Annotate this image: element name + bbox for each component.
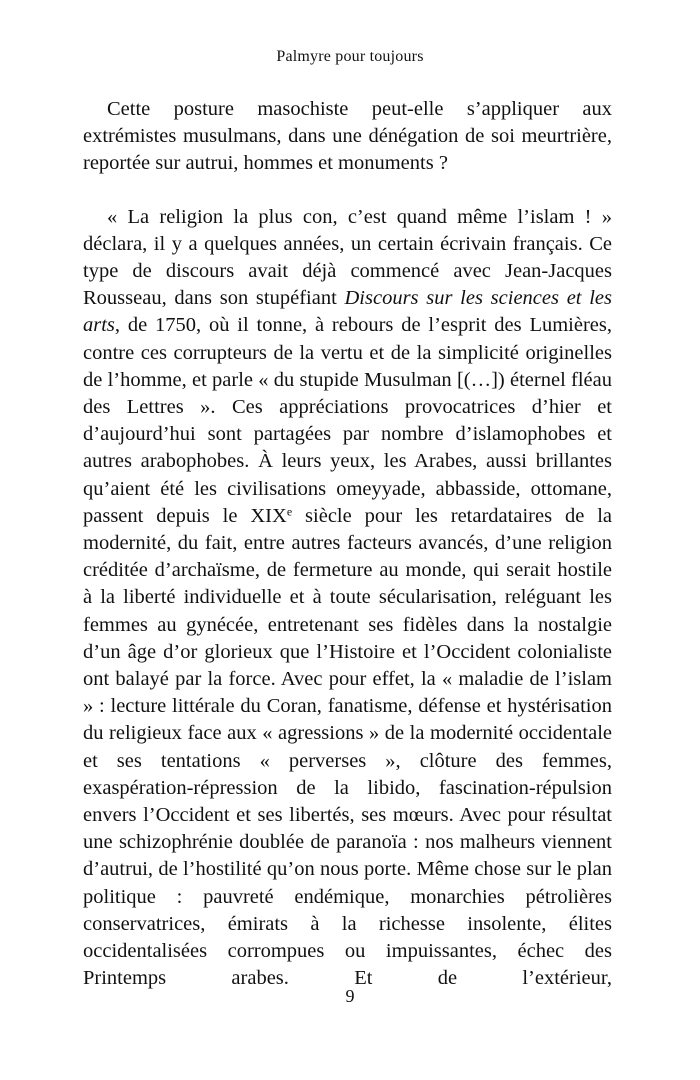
book-title: Discours sur les sciences et les arts: [83, 287, 612, 337]
paragraph-2-part-1: « La religion la plus con, c’est quand même l’islam ! » déclara, il y a quelques années, un certain écrivain français. Ce type de discours avait déjà commencé avec Jean-Jacques Rousseau, dans son stupéfiant: [83, 205, 612, 310]
page-number: 9: [345, 986, 355, 1006]
paragraph-2-part-2: , de 1750, où il tonne, à rebours de l’esprit des Lumières, contre ces corrupteurs de la vertu et de la simplicité originelles de l’homme, et parle « du stupide Musulman [(…]) éternel fléau des Lettres ». Ces appréciations provocatrices d’hier et d’aujourd’hui sont partagées par nombre d’islamophobes et autres arabophobes. À leurs yeux, les Arabes, aussi brillantes qu’aient été les civilisations omeyyade, abbasside, ottomane, passent depuis le XIX: [83, 314, 612, 527]
paragraph-2: [83, 204, 612, 993]
paragraph-2-part-3: siècle pour les retardataires de la modernité, du fait, entre autres facteurs avancés, d’une religion créditée d’archaïsme, de fermeture au monde, qui serait hostile à la liberté individuelle et à toute sécularisation, reléguant les femmes au gynécée, entretenant ses fidèles dans la nostalgie d’un âge d’or glorieux que l’Histoire et l’Occident colonialiste ont balayé par la force. Avec pour effet, la « maladie de l’islam » : lecture littérale du Coran, fanatisme, défense et hystérisation du religieux face aux « agressions » de la modernité occidentale et ses tentations « perverses », clôture des femmes, exaspération-répression de la libido, fascination-répulsion envers l’Occident et ses libertés, ses mœurs. Avec pour résultat une schizophrénie doublée de paranoïa : nos malheurs viennent d’autrui, de l’hostilité qu’on nous porte. Même chose sur le plan politique : pauvreté endémique, monarchies pétrolières conservatrices, émirats à la richesse insolente, élites occidentalisées corrompues ou impuissantes, échec des Printemps arabes. Et de l’extérieur,: [83, 504, 612, 990]
running-head: Palmyre pour toujours: [276, 48, 424, 65]
century-superscript: e: [286, 504, 293, 519]
paragraph-1: Cette posture masochiste peut-elle s’appliquer aux extrémistes musulmans, dans une dénégation de soi meurtrière, reportée sur autrui, hommes et monuments ?: [83, 98, 612, 175]
body-text: [83, 96, 612, 993]
